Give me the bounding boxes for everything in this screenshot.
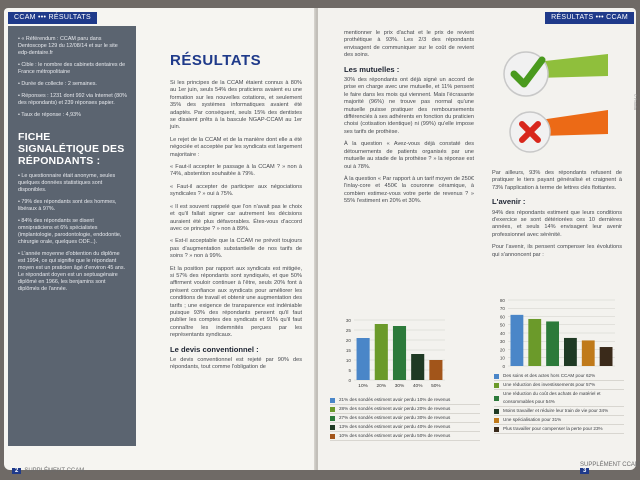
chart-bar (411, 354, 424, 380)
legend-swatch (494, 418, 499, 423)
y-tick-label: 0 (502, 363, 505, 369)
paragraph: « Faut-il accepter le passage à la CCAM ? » non à 74%, abstention souhaitée à 79%. (170, 164, 302, 178)
legend-label: Une réduction du coût des achats de matériel et consommables pour 54% (503, 391, 601, 404)
paragraph: Le rejet de la CCAM et de la manière dont elle a été négociée et acceptée par les syndicats est largement majoritaire : (170, 136, 302, 158)
legend-swatch (330, 425, 335, 430)
page-number: 3 (580, 468, 589, 474)
chart-bar (564, 338, 577, 366)
y-tick-label: 20 (499, 347, 505, 353)
revenue-loss-legend (330, 396, 480, 441)
y-tick-label: 40 (499, 330, 505, 336)
legend-label: 27% des sondés estiment avoir perdu 30% de revenus (339, 415, 451, 420)
info-item: • Cible : le nombre des cabinets dentaires de France métropolitaine (18, 62, 128, 76)
chart-bar (429, 360, 442, 380)
left-folio (12, 468, 84, 474)
section-tag-right: RÉSULTATS ••• CCAM (545, 12, 634, 24)
y-tick-label: 25 (345, 327, 351, 333)
chart-bar (510, 315, 523, 366)
x-tick-label: 20% (376, 384, 387, 389)
legend-swatch (494, 374, 499, 379)
x-tick-label: 30% (394, 384, 405, 389)
profile-item: • L'année moyenne d'obtention du diplôme est 1994, ce qui signifie que le répondant moyen est un praticien âgé d'environ 45 ans. Le répondant doyen est un septuagénaire diplômé en 1966, les benjamins sont diplômés de l'année. (18, 251, 128, 293)
legend-swatch (330, 407, 335, 412)
legend-label: Plus travailler pour compenser la perte pour 23% (503, 426, 603, 431)
survey-info-list (8, 26, 136, 119)
legend-entry (494, 407, 624, 416)
legend-entry (494, 381, 624, 390)
paragraph: 94% des répondants estiment que leurs conditions d'exercice se sont détériorées ces 10 dernières années, et seuls 14% envisagent leur avenir professionnel avec sérénité. (492, 209, 622, 238)
x-tick-label: 40% (412, 384, 423, 389)
y-tick-label: 30 (345, 317, 351, 323)
info-item: • Réponses : 1231 dont 992 via Internet (80% des répondants) et 239 réponses papier. (18, 93, 128, 107)
legend-label: 10% des sondés estiment avoir perdu 50% de revenus (339, 433, 451, 438)
chart-bar (600, 347, 613, 366)
paragraph: Le devis conventionnel est rejeté par 90% des répondants, tout comme l'obligation de (170, 357, 302, 371)
legend-swatch (494, 383, 499, 388)
subheading-devis: Le devis conventionnel : (170, 344, 259, 354)
chart-bar (528, 319, 541, 366)
revenue-loss-chart (340, 316, 448, 390)
legend-swatch (494, 427, 499, 432)
vote-illustration (496, 48, 614, 166)
y-tick-label: 30 (499, 339, 505, 345)
y-tick-label: 10 (345, 357, 351, 363)
info-item: • Durée de collecte : 2 semaines. (18, 81, 128, 88)
y-tick-label: 5 (348, 367, 351, 373)
right-article-column-2 (492, 170, 622, 264)
legend-swatch (330, 434, 335, 439)
y-tick-label: 80 (499, 297, 505, 303)
photo-credit: © Fotolia (633, 93, 638, 110)
right-article-column-1 (344, 30, 474, 211)
y-tick-label: 20 (345, 337, 351, 343)
y-tick-label: 70 (499, 306, 505, 312)
paragraph: Et la position par rapport aux syndicats est mitigée, si 57% des répondants sont syndiqués, et que 50% affirment vouloir continuer à l'être, seuls 20% font à présent confiance aux syndicats pour améliorer les conditions de travail et obtenir une augmentation des tarifs ; une exigence de transparence est indéniable puisque 93% des répondants pensent qu'il faut publier les comptes des syndicats et 91% qu'il faut connaître les indemnités perçues par les représentants syndicaux. (170, 265, 302, 339)
y-tick-label: 0 (348, 377, 351, 383)
legend-entry (494, 425, 624, 434)
legend-entry (330, 432, 480, 441)
paragraph: « Il est souvent rappelé que l'on n'avait pas le choix et qu'il fallait signer car autrement les décisions auraient été plus défavorables. Étes-vous d'accord avec ce principe ? » non à 89%. (170, 203, 302, 232)
legend-label: Moins travailler et réduire leur train de vie pour 34% (503, 408, 609, 413)
subheading-mutuelles: Les mutuelles : (344, 64, 400, 74)
right-folio (580, 462, 640, 474)
legend-entry (494, 390, 624, 407)
profile-item: • Le questionnaire était anonyme, seules quelques données statistiques sont disponibles. (18, 173, 128, 194)
legend-label: 28% des sondés estiment avoir perdu 20% de revenus (339, 406, 451, 411)
legend-entry (330, 405, 480, 414)
legend-label: 13% des sondés estiment avoir perdu 40% de revenus (339, 424, 451, 429)
paragraph: « Faut-il accepter de participer aux négociations syndicales ? » oui à 75%. (170, 183, 302, 198)
info-item: • Taux de réponse : 4,93% (18, 112, 128, 119)
legend-label: Une spécialisation pour 31% (503, 417, 562, 422)
subheading-avenir: L'avenir : (492, 197, 526, 207)
legend-swatch (330, 416, 335, 421)
legend-entry (330, 414, 480, 423)
future-plans-legend (494, 372, 624, 434)
paragraph: À la question « Par rapport à un tarif moyen de 250€ l'inlay-core et 450€ la couronne céramique, à combien estimez-vous votre perte de revenus ? » 55% l'estiment en 20% et 30%. (344, 175, 474, 205)
x-tick-label: 50% (431, 384, 441, 389)
folio-label: SUPPLÉMENT CCAM (580, 462, 640, 468)
profile-list (8, 173, 136, 293)
y-tick-label: 10 (499, 355, 505, 361)
future-plans-chart (494, 296, 618, 370)
legend-entry (494, 372, 624, 381)
chart-bar (546, 321, 559, 366)
info-sidebar (8, 26, 136, 446)
legend-entry (330, 396, 480, 405)
chart-bar (375, 324, 388, 380)
paragraph: 30% des répondants ont déjà signé un accord de prise en charge avec une mutuelle, et 11% pensent le faire dans les mois qui viennent. Mais l'écrasante majorité (96%) ne trouve pas normal qu'une mutuelle puisse pratiquer des remboursements différenciés à ses adhérents en fonction du praticien choisi (cotisation identique) ni (99%) qu'elle impose ses tarifs de prothèse. (344, 77, 474, 135)
info-item: • « Référendum : CCAM paru dans Dentoscope 129 du 12/08/14 et sur le site edp-dentaire.fr (18, 36, 128, 57)
section-tag: CCAM ••• RÉSULTATS (8, 12, 97, 24)
legend-entry (494, 416, 624, 425)
legend-label: Des soins et des actes hors CCAM pour 62% (503, 373, 596, 378)
paragraph: À la question « Avez-vous déjà constaté des détournements de patients organisés par une mutuelle au stade de la prothèse ? » la réponse est oui à 78%. (344, 141, 474, 170)
paragraph: Si les principes de la CCAM étaient connus à 80% au 1er juin, seuls 54% des praticiens avaient eu une formation sur les nouvelles cotations, et seulement 35% des systèmes informatiques avaient été adaptés. Par conséquent, seuls 15% des dentistes se disaient prêts à la bascule NGAP-CCAM au 1er juin. (170, 80, 302, 131)
legend-entry (330, 423, 480, 432)
y-tick-label: 50 (499, 322, 505, 328)
chart-bar (393, 326, 406, 380)
x-tick-label: 10% (358, 384, 368, 389)
legend-swatch (494, 409, 499, 414)
sidebar-title: FICHE SIGNALÉTIQUE DES RÉPONDANTS : (18, 131, 125, 167)
y-tick-label: 60 (499, 314, 505, 320)
paragraph: Par ailleurs, 93% des répondants refusent de pratiquer le tiers payant généralisé et craignent à 73% l'application à terme de lettres clés flottantes. (492, 170, 622, 191)
page-title: RÉSULTATS (170, 52, 262, 69)
legend-swatch (330, 398, 335, 403)
paragraph: « Est-il acceptable que la CCAM ne prévoit toujours pas d'augmentation substantielle de nos tarifs de soins ? » non à 99%. (170, 238, 302, 260)
y-tick-label: 15 (345, 347, 351, 353)
page-number: 2 (12, 468, 21, 474)
folio-label: SUPPLÉMENT CCAM (24, 468, 85, 474)
paragraph: Pour l'avenir, ils pensent compenser les évolutions qui s'annoncent par : (492, 244, 622, 258)
legend-label: 21% des sondés estiment avoir perdu 10% de revenus (339, 397, 451, 402)
chart-bar (357, 338, 370, 380)
profile-item: • 79% des répondants sont des hommes, libéraux à 97%. (18, 199, 128, 213)
legend-swatch (494, 396, 499, 401)
left-article-column (170, 80, 302, 377)
legend-label: Une réduction des investissements pour 57% (503, 382, 596, 387)
chart-bar (582, 340, 595, 366)
paragraph: mentionner le prix d'achat et le prix de revient prothétique à 93%. Les 2/3 des répondants envisagent de communiquer sur le coût de revient des soins. (344, 30, 474, 59)
profile-item: • 84% des répondants se disent omnipraticiens et 6% spécialistes (implantologie, parodontologie, endodontie, chirurgie orale, quelques ODF...). (18, 218, 128, 246)
